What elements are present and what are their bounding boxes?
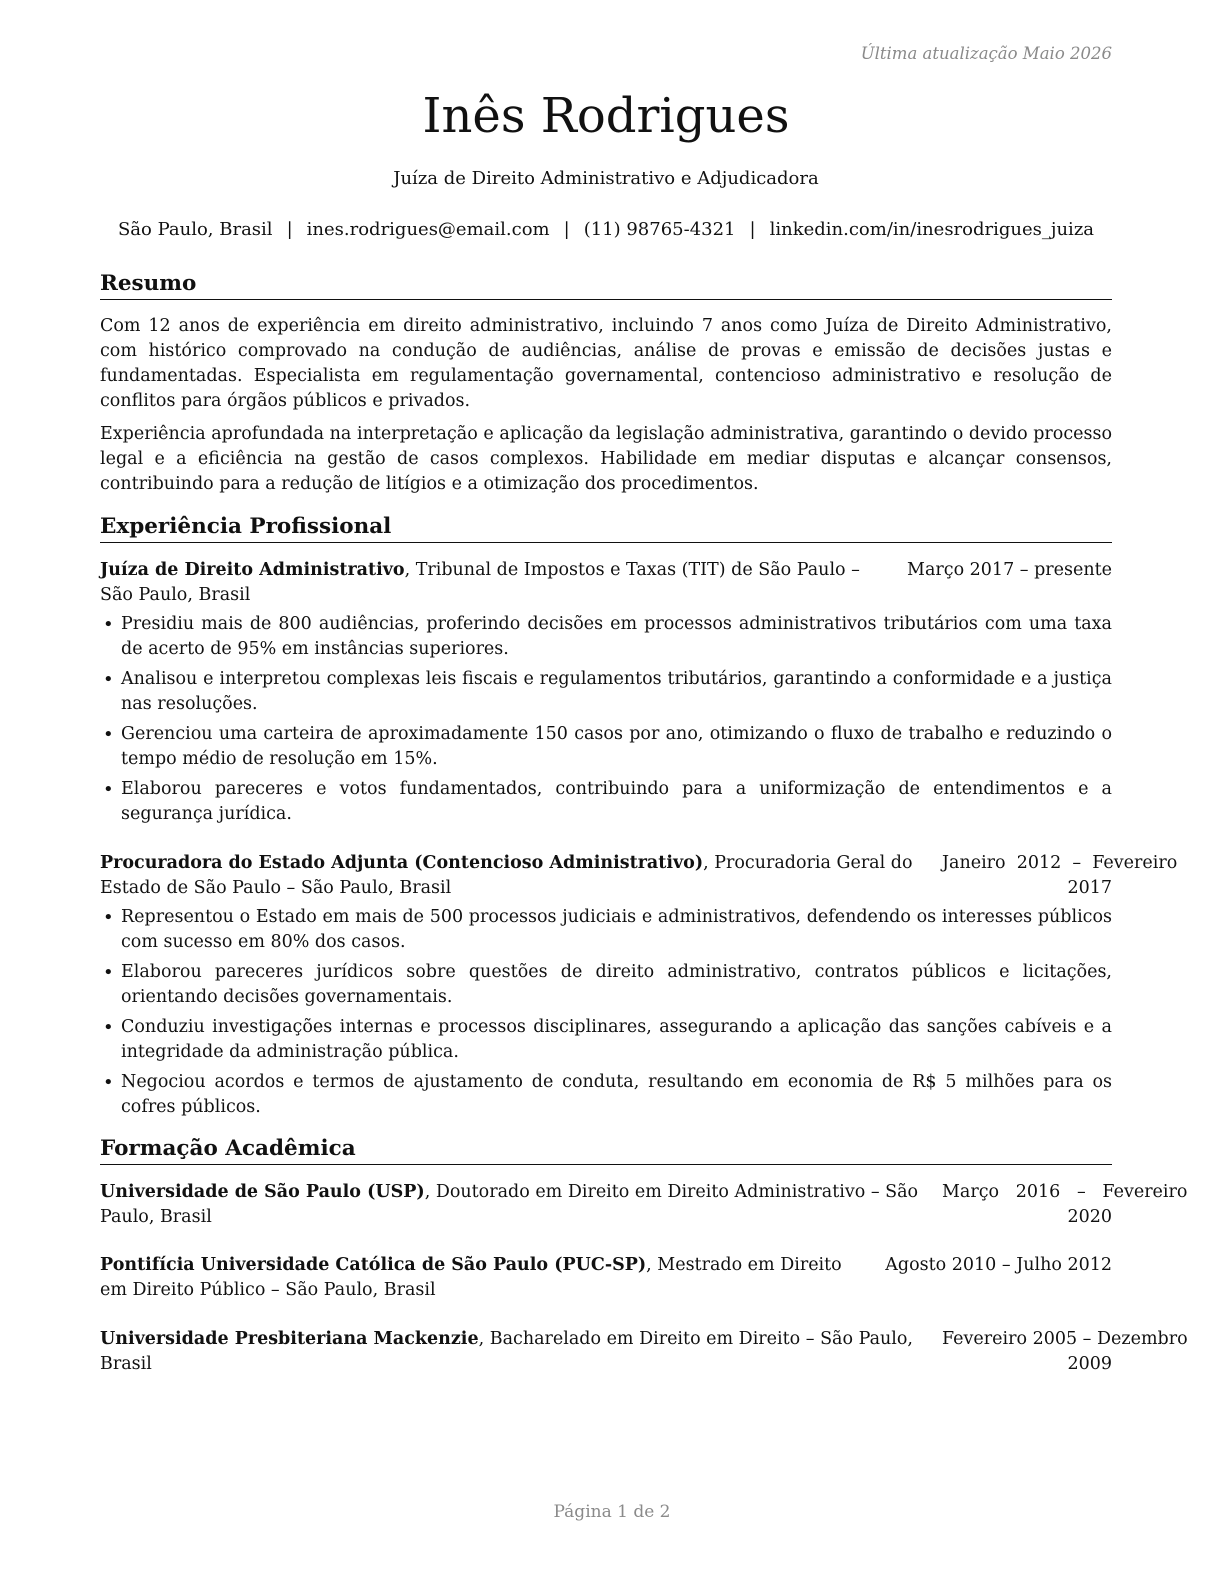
education-dates-line1: Março 2016 – Fevereiro: [942, 1182, 1188, 1202]
education-title-line: [100, 1180, 922, 1230]
contact-line: [100, 219, 1112, 240]
candidate-title: Juíza de Direito Administrativo e Adjudicadora: [393, 168, 819, 189]
education-dates: [865, 1253, 1112, 1278]
list-item: • Negociou acordos e termos de ajustamento de conduta, resultando em economia de R$ 5 milhões para os cofres públicos.: [100, 1070, 1112, 1120]
job-dates: [922, 851, 1178, 901]
education-dates: [922, 1327, 1188, 1377]
summary-heading: Resumo: [100, 270, 1112, 300]
education-title-line: [100, 1327, 922, 1377]
job-organization: , Procuradoria Geral do Estado de São Paulo – São Paulo, Brasil: [100, 853, 913, 898]
education-header: [100, 1253, 1112, 1303]
contact-phone: (11) 98765-4321: [583, 219, 736, 240]
education-header: [100, 1327, 1188, 1377]
summary-section: [100, 314, 1112, 497]
contact-separator: |: [749, 219, 756, 240]
job-title-line: [100, 851, 922, 901]
education-entry: [100, 1327, 1188, 1377]
education-dates: [922, 1180, 1188, 1230]
job-header: [100, 558, 1112, 608]
list-item: • Conduziu investigações internas e processos disciplinares, assegurando a aplicação das sanções cabíveis e a integridade da administração pública.: [100, 1015, 1112, 1065]
last-updated: Última atualização Maio 2026: [860, 44, 1112, 63]
list-item: • Elaborou pareceres jurídicos sobre questões de direito administrativo, contratos públicos e licitações, orientando decisões governamentais.: [100, 960, 1112, 1010]
education-dates-line2: 2009: [1067, 1354, 1112, 1374]
education-header: [100, 1180, 1188, 1230]
contact-separator: |: [286, 219, 293, 240]
job-entry: [100, 558, 1112, 832]
list-item: • Representou o Estado em mais de 500 processos judiciais e administrativos, defendendo os interesses públicos com sucesso em 80% dos casos.: [100, 905, 1112, 955]
page-number: Página 1 de 2: [553, 1502, 671, 1522]
experience-heading: Experiência Profissional: [100, 513, 1112, 543]
job-title-line: [100, 558, 887, 608]
education-heading: Formação Acadêmica: [100, 1135, 1112, 1165]
list-item: • Gerenciou uma carteira de aproximadamente 150 casos por ano, otimizando o fluxo de trabalho e reduzindo o tempo médio de resolução em 15%.: [100, 722, 1112, 772]
education-dates-line1: Fevereiro 2005 – Dezembro: [942, 1329, 1188, 1349]
education-dates-line1: Agosto 2010 – Julho 2012: [885, 1255, 1112, 1275]
summary-paragraph: Com 12 anos de experiência em direito administrativo, incluindo 7 anos como Juíza de Direito Administrativo, com histórico comprovado na condução de audiências, análise de provas e emissão de decisões justas e fundamentadas. Especialista em regulamentação governamental, contencioso administrativo e resolução de conflitos para órgãos públicos e privados.: [100, 316, 1112, 411]
job-organization: , Tribunal de Impostos e Taxas (TIT) de São Paulo – São Paulo, Brasil: [100, 560, 860, 605]
job-header: [100, 851, 1178, 901]
job-role: Procuradora do Estado Adjunta (Contencioso Administrativo): [100, 853, 704, 873]
list-item: • Presidiu mais de 800 audiências, proferindo decisões em processos administrativos tributários com uma taxa de acerto de 95% em instâncias superiores.: [100, 612, 1112, 662]
job-dates-line2: 2017: [1067, 878, 1112, 898]
contact-separator: |: [563, 219, 570, 240]
job-dates-line1: Janeiro 2012 – Fevereiro: [942, 853, 1178, 873]
job-entry: [100, 851, 1178, 1125]
education-detail: , Mestrado em Direito em Direito Público – São Paulo, Brasil: [100, 1255, 842, 1300]
job-bullets: [100, 905, 1112, 1120]
education-title-line: [100, 1253, 865, 1303]
education-detail: , Doutorado em Direito em Direito Administrativo – São Paulo, Brasil: [100, 1182, 919, 1227]
education-school: Universidade de São Paulo (USP): [100, 1182, 425, 1202]
list-item: • Analisou e interpretou complexas leis fiscais e regulamentos tributários, garantindo a conformidade e a justiça nas resoluções.: [100, 667, 1112, 717]
contact-location: São Paulo, Brasil: [117, 219, 273, 240]
list-item: • Elaborou pareceres e votos fundamentados, contribuindo para a uniformização de entendimentos e a segurança jurídica.: [100, 777, 1112, 827]
job-dates: Março 2017 – presente: [907, 560, 1112, 580]
education-school: Universidade Presbiteriana Mackenzie: [100, 1329, 479, 1349]
education-school: Pontifícia Universidade Católica de São Paulo (PUC-SP): [100, 1255, 647, 1275]
education-entry: [100, 1180, 1188, 1230]
education-detail: , Bacharelado em Direito em Direito – São Paulo, Brasil: [100, 1329, 913, 1374]
education-entry: [100, 1253, 1112, 1303]
contact-linkedin[interactable]: linkedin.com/in/inesrodrigues_juiza: [769, 219, 1095, 240]
job-bullets: [100, 612, 1112, 827]
candidate-name: Inês Rodrigues: [422, 88, 790, 144]
summary-paragraph: Experiência aprofundada na interpretação e aplicação da legislação administrativa, garantindo o devido processo legal e a eficiência na gestão de casos complexos. Habilidade em mediar disputas e alcançar consensos, contribuindo para a redução de litígios e a otimização dos procedimentos.: [100, 424, 1112, 494]
contact-email[interactable]: ines.rodrigues@email.com: [306, 219, 550, 240]
education-dates-line2: 2020: [1067, 1207, 1112, 1227]
job-role: Juíza de Direito Administrativo: [100, 560, 405, 580]
